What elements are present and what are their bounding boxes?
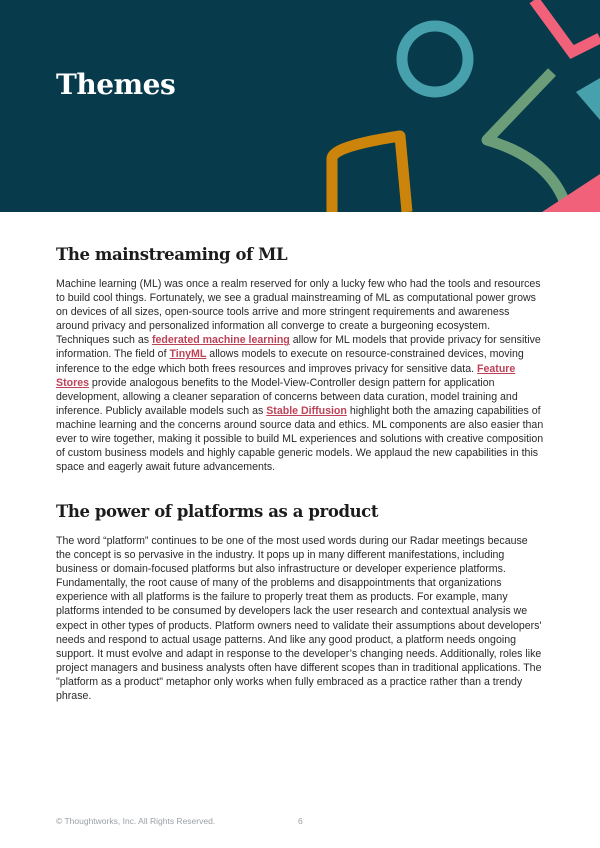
orange-arc-shape bbox=[332, 136, 407, 212]
teal-ring-shape bbox=[402, 26, 468, 92]
section-body: The word “platform” continues to be one of the most used words during our Radar meetings because the concept is so pervasive in the industry. It pops up in many different manifestations, including business or domain-focused platforms but also infrastructure or developer experience platforms. Fundamentally, the root cause of many of the problems and disappointments that organizations experience with all platforms is the failure to properly treat them as products. For example, many platforms intended to be consumed by developers lack the user research and contextual analysis we expect in other types of products. Platform owners need to validate their assumptions about developers' needs and respond to actual usage patterns. And like any good product, a platform needs ongoing support. It must evolve and adapt in response to the developer’s changing needs. Additionally, roles like project managers and business analysts often have different scopes than in traditional applications. The "platform as a product" metaphor only works when fully embraced as a practice rather than a trendy phrase. bbox=[56, 535, 542, 703]
teal-half-disc-shape bbox=[576, 78, 600, 120]
green-arc-shape bbox=[487, 72, 568, 212]
page-number: 6 bbox=[298, 816, 303, 826]
link-stable-diffusion[interactable]: Stable Diffusion bbox=[266, 404, 347, 417]
link-feature-stores[interactable]: Feature Stores bbox=[56, 362, 516, 389]
body-text: Machine learning (ML) was once a realm reserved for only a lucky few who had the tools and resources to build cool things. Fortunately, we see a gradual mainstreaming of ML as computational power grows on devices of all sizes, open-source tools arrive and more stringent requirements and awareness around privacy and personalized information all converge to create a burgeoning ecosystem. Techniques such as bbox=[56, 278, 541, 347]
body-text: provide analogous benefits to the Model-View-Controller design pattern for application development, allowing a cleaner separation of concerns between data curation, model training and inference. Publicly available models such as bbox=[56, 376, 518, 417]
section-body bbox=[56, 277, 544, 474]
body-text: allows models to execute on resource-constrained devices, moving inference to the edge which both frees resources and improves privacy for sensitive data. bbox=[56, 348, 524, 375]
page-footer bbox=[56, 816, 303, 826]
section-heading: The mainstreaming of ML bbox=[56, 245, 288, 264]
link-federated-machine-learning[interactable]: federated machine learning bbox=[152, 334, 290, 347]
pink-arc-shape bbox=[534, 0, 600, 52]
section-platforms-product bbox=[56, 502, 544, 703]
copyright-text: © Thoughtworks, Inc. All Rights Reserved. bbox=[56, 816, 216, 826]
decorative-shapes bbox=[0, 0, 600, 212]
section-mainstreaming-ml bbox=[56, 245, 544, 474]
link-tinyml[interactable]: TinyML bbox=[169, 348, 207, 361]
section-heading: The power of platforms as a product bbox=[56, 502, 379, 521]
header-banner bbox=[0, 0, 600, 212]
body-text: highlight both the amazing capabilities of machine learning and the concerns around source data and ethics. ML components are also easier than ever to wire together, making it possible to build ML experiences and solutions with creative composition of custom business models and highly capable generic models. We applaud the new capabilities in this space and eagerly await future advancements. bbox=[56, 404, 544, 474]
page-title: Themes bbox=[56, 68, 176, 101]
body-text: allow for ML models that provide privacy for sensitive information. The field of bbox=[56, 334, 541, 361]
